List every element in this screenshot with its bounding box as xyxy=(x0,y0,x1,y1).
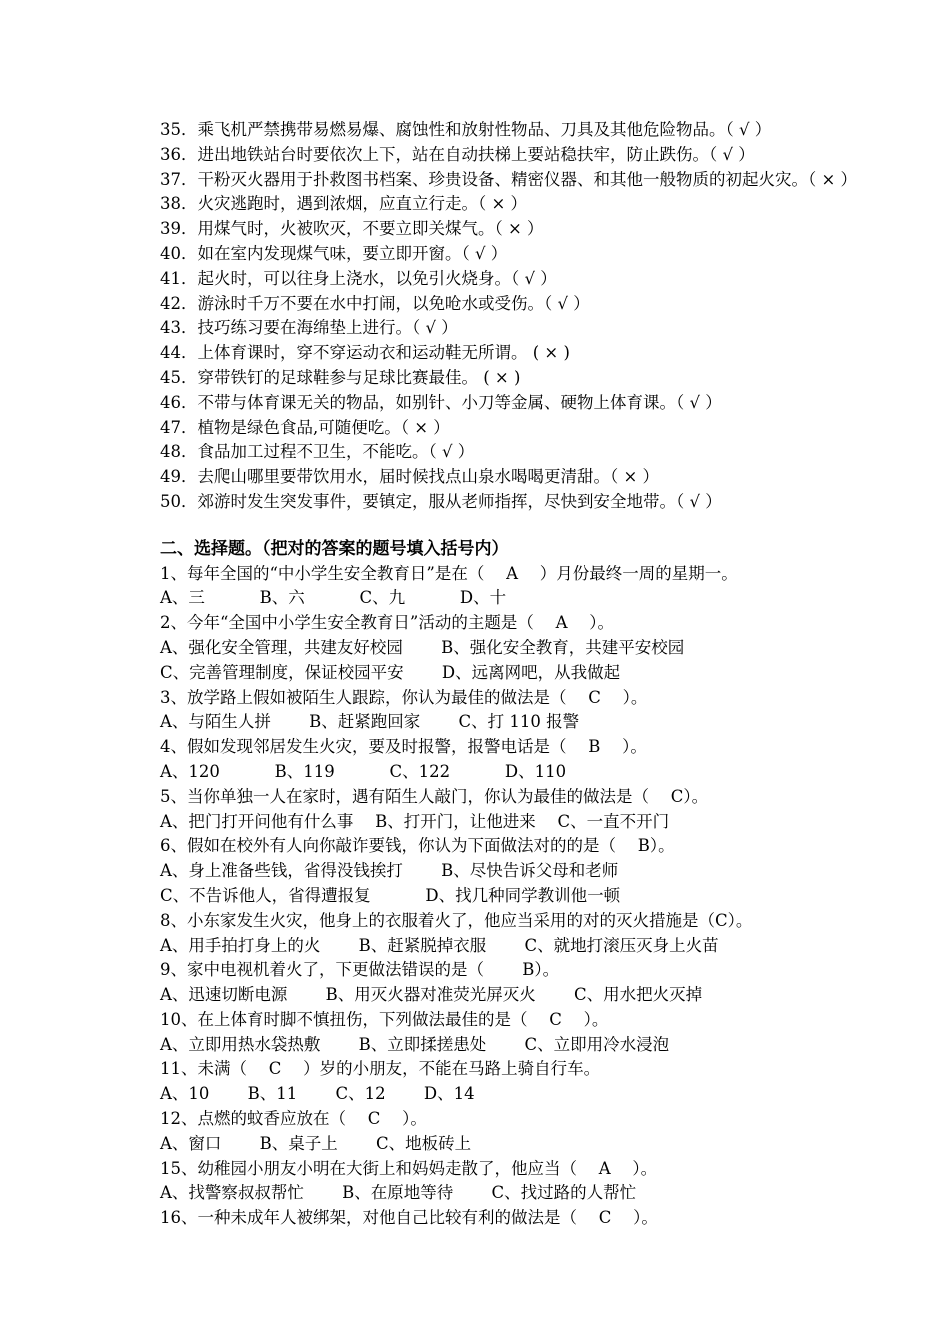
tf-item-35: 35．乘飞机严禁携带易燃易爆、腐蚀性和放射性物品、刀具及其他危险物品。（ √ ） xyxy=(160,120,772,139)
tf-item-36: 36．进出地铁站台时要依次上下，站在自动扶梯上要站稳扶牢，防止跌伤。（ √ ） xyxy=(160,144,755,164)
mc-question-3: 3、放学路上假如被陌生人跟踪，你认为最佳的做法是（ C ）。 xyxy=(160,687,648,707)
section-heading: 二、选择题。（把对的答案的题号填入括号内） xyxy=(160,538,509,559)
mc-options-1: A、三 B、六 C、九 D、十 xyxy=(160,588,507,608)
tf-item-43: 43．技巧练习要在海绵垫上进行。（ √ ） xyxy=(160,318,458,338)
mc-question-1: 1、每年全国的“中小学生安全教育日”是在（ A ）月份最终一周的星期一。 xyxy=(160,563,738,583)
section-spacer xyxy=(160,515,885,537)
mc-question-2: 2、今年“全国中小学生安全教育日”活动的主题是（ A ）。 xyxy=(160,613,615,633)
mc-options-6b: C、不告诉他人，省得遭报复 D、找几种同学教训他一顿 xyxy=(160,885,621,905)
mc-question-12: 12、点燃的蚊香应放在（ C ）。 xyxy=(160,1109,427,1129)
tf-item-47: 47．植物是绿色食品,可随便吃。（ × ） xyxy=(160,417,450,437)
document-page xyxy=(160,118,885,1231)
tf-item-48: 48．食品加工过程不卫生，不能吃。（ √ ） xyxy=(160,442,475,462)
mc-options-4: A、120 B、119 C、122 D、110 xyxy=(160,761,567,781)
tf-item-42: 42．游泳时千万不要在水中打闹，以免呛水或受伤。（ √ ） xyxy=(160,293,590,313)
mc-question-15: 15、幼稚园小朋友小明在大街上和妈妈走散了，他应当（ A ）。 xyxy=(160,1158,658,1178)
mc-options-5: A、把门打开问他有什么事 B、打开门，让他进来 C、一直不开门 xyxy=(160,811,670,831)
tf-item-40: 40．如在室内发现煤气味，要立即开窗。（ √ ） xyxy=(160,243,508,263)
mc-options-15: A、找警察叔叔帮忙 B、在原地等待 C、找过路的人帮忙 xyxy=(160,1183,637,1203)
mc-options-2b: C、完善管理制度，保证校园平安 D、远离网吧，从我做起 xyxy=(160,662,621,682)
tf-item-50: 50．郊游时发生突发事件，要镇定，服从老师指挥，尽快到安全地带。（ √ ） xyxy=(160,491,722,511)
mc-options-11: A、10 B、11 C、12 D、14 xyxy=(160,1084,475,1104)
mc-question-11: 11、未满（ C ）岁的小朋友，不能在马路上骑自行车。 xyxy=(160,1059,601,1079)
mc-question-10: 10、在上体育时脚不慎扭伤，下列做法最佳的是（ C ）。 xyxy=(160,1009,609,1029)
mc-options-8: A、用手拍打身上的火 B、赶紧脱掉衣服 C、就地打滚压灭身上火苗 xyxy=(160,935,719,955)
mc-question-16: 16、一种未成年人被绑架，对他自己比较有利的做法是（ C ）。 xyxy=(160,1208,658,1228)
mc-options-12: A、窗口 B、桌子上 C、地板砖上 xyxy=(160,1133,472,1153)
mc-options-6a: A、身上准备些钱，省得没钱挨打 B、尽快告诉父母和老师 xyxy=(160,861,619,881)
tf-item-46: 46．不带与体育课无关的物品，如别针、小刀等金属、硬物上体育课。（ √ ） xyxy=(160,392,722,412)
tf-item-38: 38．火灾逃跑时，遇到浓烟，应直立行走。（ × ） xyxy=(160,194,528,214)
tf-item-37: 37．干粉灭火器用于扑救图书档案、珍贵设备、精密仪器、和其他一般物质的初起火灾。（ × ） xyxy=(160,169,858,189)
mc-question-8: 8、小东家发生火灾，他身上的衣服着火了，他应当采用的对的灭火措施是（C）。 xyxy=(160,910,753,930)
mc-options-10: A、立即用热水袋热敷 B、立即揉搓患处 C、立即用冷水浸泡 xyxy=(160,1034,670,1054)
mc-question-4: 4、假如发现邻居发生火灾，要及时报警，报警电话是（ B ）。 xyxy=(160,737,647,757)
mc-options-2a: A、强化安全管理，共建友好校园 B、强化安全教育，共建平安校园 xyxy=(160,637,685,657)
tf-item-41: 41．起火时，可以往身上浇水，以免引火烧身。（ √ ） xyxy=(160,268,557,288)
tf-item-44: 44．上体育课时，穿不穿运动衣和运动鞋无所谓。 ( × ) xyxy=(160,343,570,363)
tf-item-39: 39．用煤气时，火被吹灭，不要立即关煤气。（ × ） xyxy=(160,219,544,239)
tf-item-45: 45．穿带铁钉的足球鞋参与足球比赛最佳。 ( × ) xyxy=(160,367,521,387)
mc-question-6: 6、假如在校外有人向你敲诈要钱，你认为下面做法对的的是（ B）。 xyxy=(160,836,675,856)
mc-question-9: 9、家中电视机着火了，下更做法错误的是（ B）。 xyxy=(160,960,560,980)
mc-options-9: A、迅速切断电源 B、用灭火器对准荧光屏灭火 C、用水把火灭掉 xyxy=(160,985,703,1005)
mc-options-3: A、与陌生人拼 B、赶紧跑回家 C、打 110 报警 xyxy=(160,712,580,732)
mc-question-5: 5、当你单独一人在家时，遇有陌生人敲门，你认为最佳的做法是（ C）。 xyxy=(160,786,709,806)
tf-item-49: 49．去爬山哪里要带饮用水，届时候找点山泉水喝喝更清甜。（ × ） xyxy=(160,467,660,487)
